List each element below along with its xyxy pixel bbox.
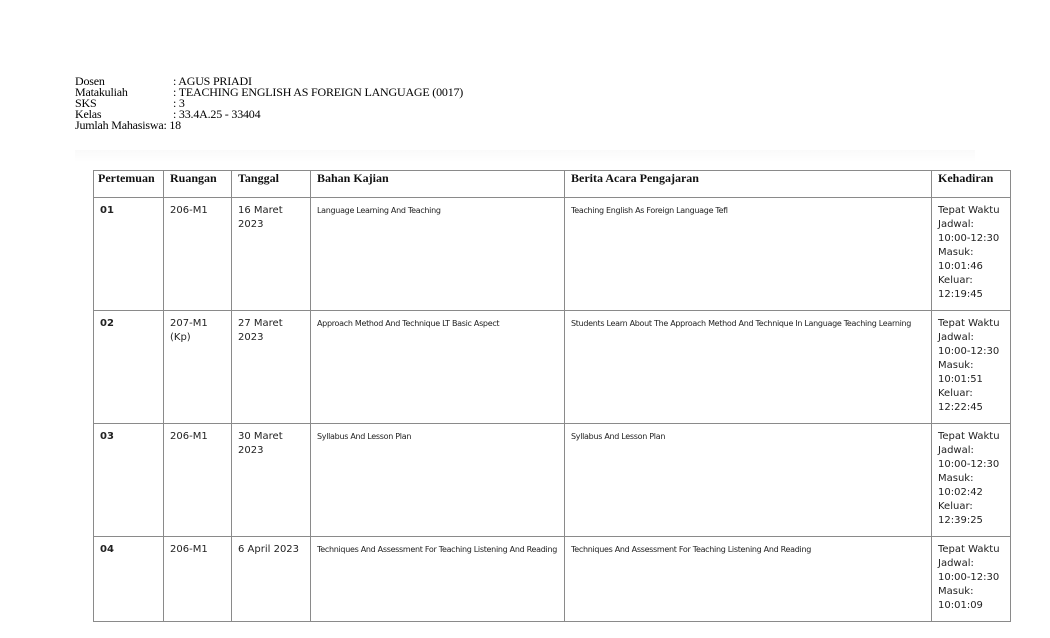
cell-pertemuan: 03 <box>94 424 164 537</box>
cell-bahan-kajian: Techniques And Assessment For Teaching Listening And Reading <box>311 537 565 622</box>
kehadiran-jadwal-value: 10:00-12:30 <box>938 233 1000 244</box>
cell-pertemuan: 01 <box>94 198 164 311</box>
kelas-label: Kelas <box>75 107 102 121</box>
sks-row <box>75 98 463 109</box>
kehadiran-jadwal-label: Jadwal: <box>938 445 974 456</box>
kehadiran-masuk-value: 10:02:42 <box>938 487 983 498</box>
header-ruangan: Ruangan <box>164 171 232 198</box>
attendance-table <box>93 170 1011 622</box>
kehadiran-jadwal-value: 10:00-12:30 <box>938 346 1000 357</box>
kehadiran-jadwal-label: Jadwal: <box>938 332 974 343</box>
table-row <box>94 424 1011 537</box>
cell-ruangan: 206-M1 <box>164 198 232 311</box>
kehadiran-masuk-value: 10:01:51 <box>938 374 983 385</box>
cell-berita-acara: Teaching English As Foreign Language Tefl <box>565 198 932 311</box>
sks-label: SKS <box>75 96 97 110</box>
table-row <box>94 198 1011 311</box>
cell-pertemuan: 02 <box>94 311 164 424</box>
kehadiran-status: Tepat Waktu <box>938 318 1000 329</box>
cell-kehadiran <box>932 424 1011 537</box>
dosen-value: : AGUS PRIADI <box>173 74 252 88</box>
cell-ruangan: 207-M1 (Kp) <box>164 311 232 424</box>
kehadiran-keluar-value: 12:19:45 <box>938 289 983 300</box>
kehadiran-masuk-label: Masuk: <box>938 473 974 484</box>
sks-value: : 3 <box>173 96 185 110</box>
kehadiran-status: Tepat Waktu <box>938 431 1000 442</box>
kehadiran-masuk-value: 10:01:09 <box>938 600 983 611</box>
header-bahan-kajian: Bahan Kajian <box>311 171 565 198</box>
kehadiran-status: Tepat Waktu <box>938 544 1000 555</box>
kehadiran-jadwal-label: Jadwal: <box>938 219 974 230</box>
cell-ruangan: 206-M1 <box>164 537 232 622</box>
kehadiran-masuk-label: Masuk: <box>938 360 974 371</box>
cell-kehadiran <box>932 537 1011 622</box>
jumlah-value: : 18 <box>163 118 181 132</box>
kelas-value: : 33.4A.25 - 33404 <box>173 107 261 121</box>
cell-tanggal: 27 Maret 2023 <box>232 311 311 424</box>
cell-ruangan: 206-M1 <box>164 424 232 537</box>
kehadiran-keluar-value: 12:39:25 <box>938 515 983 526</box>
course-info <box>75 76 463 131</box>
kehadiran-jadwal-value: 10:00-12:30 <box>938 459 1000 470</box>
table-row <box>94 537 1011 622</box>
table-row <box>94 311 1011 424</box>
header-berita-acara: Berita Acara Pengajaran <box>565 171 932 198</box>
matakuliah-label: Matakuliah <box>75 85 128 99</box>
kehadiran-keluar-value: 12:22:45 <box>938 402 983 413</box>
cell-pertemuan: 04 <box>94 537 164 622</box>
kehadiran-jadwal-label: Jadwal: <box>938 558 974 569</box>
header-tanggal: Tanggal <box>232 171 311 198</box>
kehadiran-status: Tepat Waktu <box>938 205 1000 216</box>
cell-berita-acara: Techniques And Assessment For Teaching Listening And Reading <box>565 537 932 622</box>
kehadiran-masuk-label: Masuk: <box>938 247 974 258</box>
cell-tanggal: 16 Maret 2023 <box>232 198 311 311</box>
cell-kehadiran <box>932 311 1011 424</box>
header-pertemuan: Pertemuan <box>94 171 164 198</box>
kehadiran-keluar-label: Keluar: <box>938 275 973 286</box>
cell-bahan-kajian: Language Learning And Teaching <box>311 198 565 311</box>
header-kehadiran: Kehadiran <box>932 171 1011 198</box>
cell-bahan-kajian: Syllabus And Lesson Plan <box>311 424 565 537</box>
kehadiran-jadwal-value: 10:00-12:30 <box>938 572 1000 583</box>
kehadiran-masuk-label: Masuk: <box>938 586 974 597</box>
cell-bahan-kajian: Approach Method And Technique LT Basic Aspect <box>311 311 565 424</box>
kehadiran-keluar-label: Keluar: <box>938 501 973 512</box>
jumlah-row <box>75 120 463 131</box>
cell-berita-acara: Syllabus And Lesson Plan <box>565 424 932 537</box>
cell-kehadiran <box>932 198 1011 311</box>
header-divider <box>75 150 975 162</box>
cell-berita-acara: Students Learn About The Approach Method And Technique In Language Teaching Learning <box>565 311 932 424</box>
dosen-label: Dosen <box>75 74 105 88</box>
matakuliah-value: : TEACHING ENGLISH AS FOREIGN LANGUAGE (0017) <box>173 85 464 99</box>
table-header-row <box>94 171 1011 198</box>
cell-tanggal: 6 April 2023 <box>232 537 311 622</box>
jumlah-label: Jumlah Mahasiswa <box>75 118 164 132</box>
kehadiran-keluar-label: Keluar: <box>938 388 973 399</box>
cell-tanggal: 30 Maret 2023 <box>232 424 311 537</box>
kehadiran-masuk-value: 10:01:46 <box>938 261 983 272</box>
matakuliah-row <box>75 87 463 98</box>
